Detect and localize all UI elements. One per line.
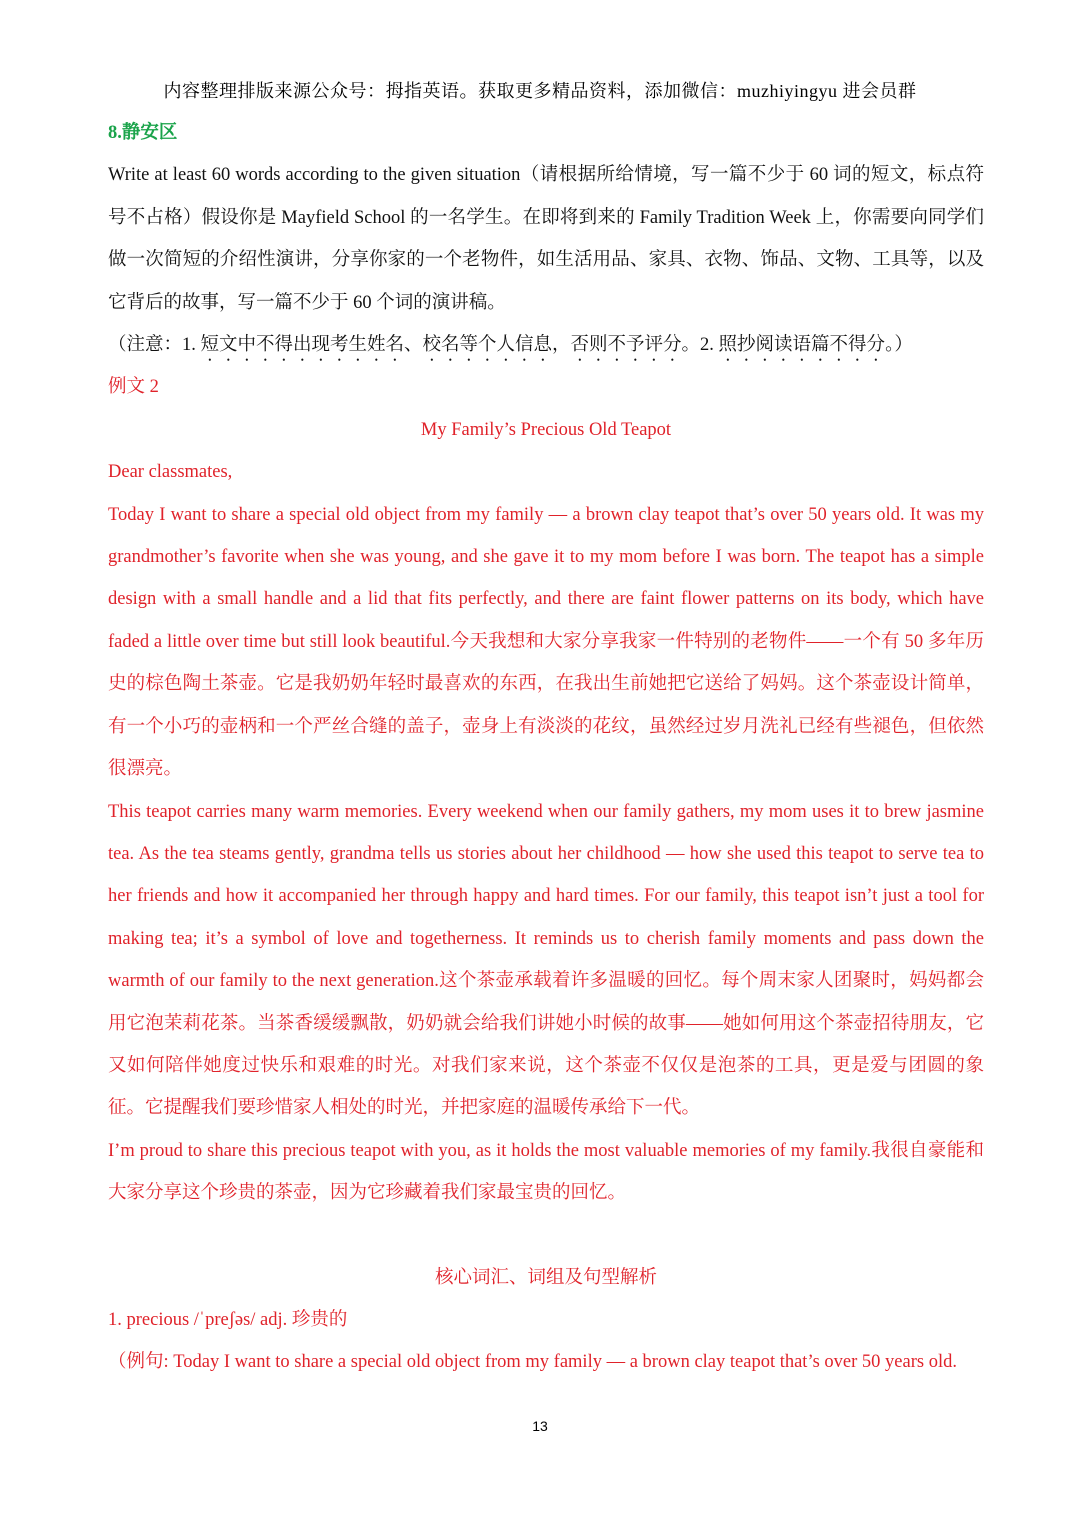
note-mid: 。2.: [681, 335, 719, 356]
source-header: 内容整理排版来源公众号：拇指英语。获取更多精品资料，添加微信：muzhiyingyu 进会员群: [163, 81, 917, 101]
page-number: 13: [532, 1418, 548, 1434]
section-title: 8.静安区: [108, 123, 178, 143]
task-note: [108, 324, 984, 366]
sample-paragraph-1: Today I want to share a special old object from my family — a brown clay teapot that’s over 50 years old. It was my grandmother’s favorite when she was young, and she gave it to my mom before I was born. The teapot has a simple design with a small handle and a lid that fits perfectly, and there are faint flower patterns on its body, which have faded a little over time but still look beautiful.今天我想和大家分享我家一件特别的老物件——一个有 50 多年历史的棕色陶土茶壶。它是我奶奶年轻时最喜欢的东西，在我出生前她把它送给了妈妈。这个茶壶设计简单，有一个小巧的壶柄和一个严丝合缝的盖子，壶身上有淡淡的花纹，虽然经过岁月洗礼已经有些褪色，但依然很漂亮。: [108, 504, 984, 780]
note-suffix: 。）: [885, 335, 913, 356]
spacer: [108, 1215, 984, 1257]
sample-greeting: Dear classmates,: [108, 462, 233, 483]
sample-label: 例文 2: [108, 377, 159, 398]
sample-title: My Family’s Precious Old Teapot: [420, 419, 672, 440]
vocab-example-1: （例句: Today I want to share a special old object from my family — a brown clay teapot that’s over 50 years old.: [108, 1352, 957, 1373]
vocab-heading: 核心词汇、词组及句型解析: [434, 1267, 657, 1288]
note-prefix: （注意：1.: [108, 335, 201, 356]
task-prompt: Write at least 60 words according to the given situation（请根据所给情境，写一篇不少于 60 词的短文，标点符号不占格）假设你是 Mayfield School 的一名学生。在即将到来的 Family Tradition Week 上，你需要向同学们做一次简短的介绍性演讲，分享你家的一个老物件，如生活用品、家具、衣物、饰品、文物、工具等，以及它背后的故事，写一篇不少于 60 个词的演讲稿。: [108, 165, 984, 313]
document-body: [108, 112, 984, 1384]
vocab-item-1: 1. precious /ˈpreʃəs/ adj. 珍贵的: [108, 1309, 348, 1330]
note-rule-1: 短文中不得出现考生姓名、校名等个人信息，否则不予评分: [200, 335, 682, 356]
sample-paragraph-3: I’m proud to share this precious teapot with you, as it holds the most valuable memories of my family.我很自豪能和大家分享这个珍贵的茶壶，因为它珍藏着我们家最宝贵的回忆。: [108, 1140, 984, 1204]
note-rule-2: 照抄阅读语篇不得分: [718, 335, 886, 356]
sample-paragraph-2: This teapot carries many warm memories. Every weekend when our family gathers, my mom uses it to brew jasmine tea. As the tea steams gently, grandma tells us stories about her childhood — how she used this teapot to serve tea to her friends and how it accompanied her through happy and hard times. For our family, this teapot isn’t just a tool for making tea; it’s a symbol of love and togetherness. It reminds us to cherish family moments and pass down the warmth of our family to the next generation.这个茶壶承载着许多温暖的回忆。每个周末家人团聚时，妈妈都会用它泡茉莉花茶。当茶香缓缓飘散，奶奶就会给我们讲她小时候的故事——她如何用这个茶壶招待朋友，它又如何陪伴她度过快乐和艰难的时光。对我们家来说，这个茶壶不仅仅是泡茶的工具，更是爱与团圆的象征。它提醒我们要珍惜家人相处的时光，并把家庭的温暖传承给下一代。: [108, 801, 984, 1119]
